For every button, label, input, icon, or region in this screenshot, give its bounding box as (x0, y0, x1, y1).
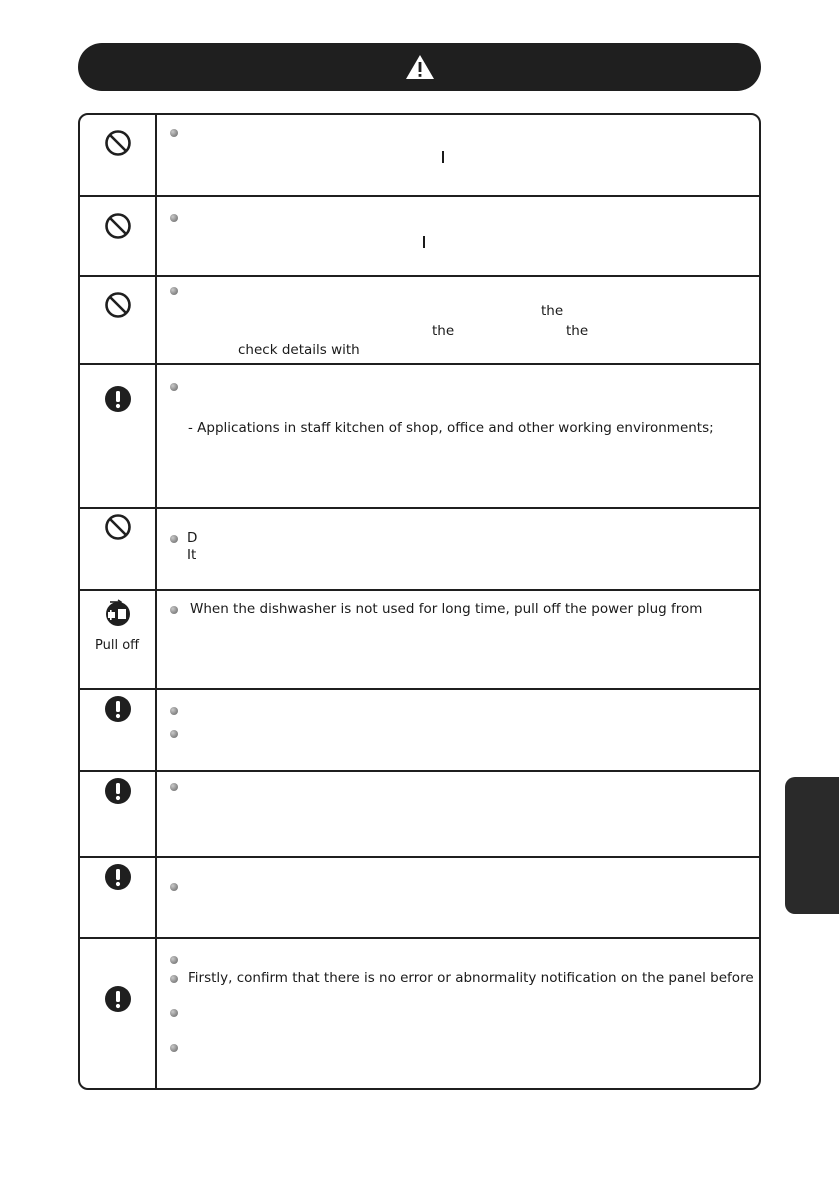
column-divider (155, 115, 157, 1088)
prohibition-icon (104, 212, 132, 240)
safety-instructions-table (78, 113, 761, 1090)
bullet-point (170, 287, 178, 295)
bullet-point (170, 383, 178, 391)
prohibition-icon (104, 513, 132, 541)
row-divider (80, 856, 759, 858)
bullet-point (170, 956, 178, 964)
bullet-point (170, 535, 178, 543)
unplug-icon (104, 599, 132, 627)
mandatory-icon (104, 863, 132, 891)
row-divider (80, 589, 759, 591)
warning-banner (78, 43, 761, 91)
chapter-tab (785, 777, 839, 914)
mandatory-icon (104, 777, 132, 805)
prohibition-icon (104, 129, 132, 157)
text-fragment: It (187, 547, 197, 563)
text-fragment-mark (423, 236, 425, 248)
text-fragment: the (432, 323, 455, 339)
row-divider (80, 195, 759, 197)
bullet-point (170, 883, 178, 891)
instruction-text: Firstly, confirm that there is no error or abnormality notification on the panel before (188, 970, 754, 986)
bullet-point (170, 1044, 178, 1052)
instruction-text: - Applications in staff kitchen of shop, office and other working environments; (188, 420, 714, 436)
instruction-text: When the dishwasher is not used for long time, pull off the power plug from (190, 601, 703, 617)
text-fragment: the (566, 323, 589, 339)
text-fragment: the (541, 303, 564, 319)
mandatory-icon (104, 695, 132, 723)
mandatory-icon (104, 385, 132, 413)
warning-triangle-icon (405, 54, 435, 80)
row-divider (80, 688, 759, 690)
row-divider (80, 363, 759, 365)
bullet-point (170, 975, 178, 983)
bullet-point (170, 606, 178, 614)
row-divider (80, 770, 759, 772)
bullet-point (170, 214, 178, 222)
row-divider (80, 507, 759, 509)
text-fragment: check details with (238, 342, 360, 358)
pull-off-label: Pull off (95, 638, 140, 653)
prohibition-icon (104, 291, 132, 319)
row-divider (80, 937, 759, 939)
bullet-point (170, 1009, 178, 1017)
bullet-point (170, 730, 178, 738)
row-divider (80, 275, 759, 277)
mandatory-icon (104, 985, 132, 1013)
bullet-point (170, 707, 178, 715)
text-fragment-mark (442, 151, 444, 163)
bullet-point (170, 129, 178, 137)
bullet-point (170, 783, 178, 791)
text-fragment: D (187, 530, 198, 546)
